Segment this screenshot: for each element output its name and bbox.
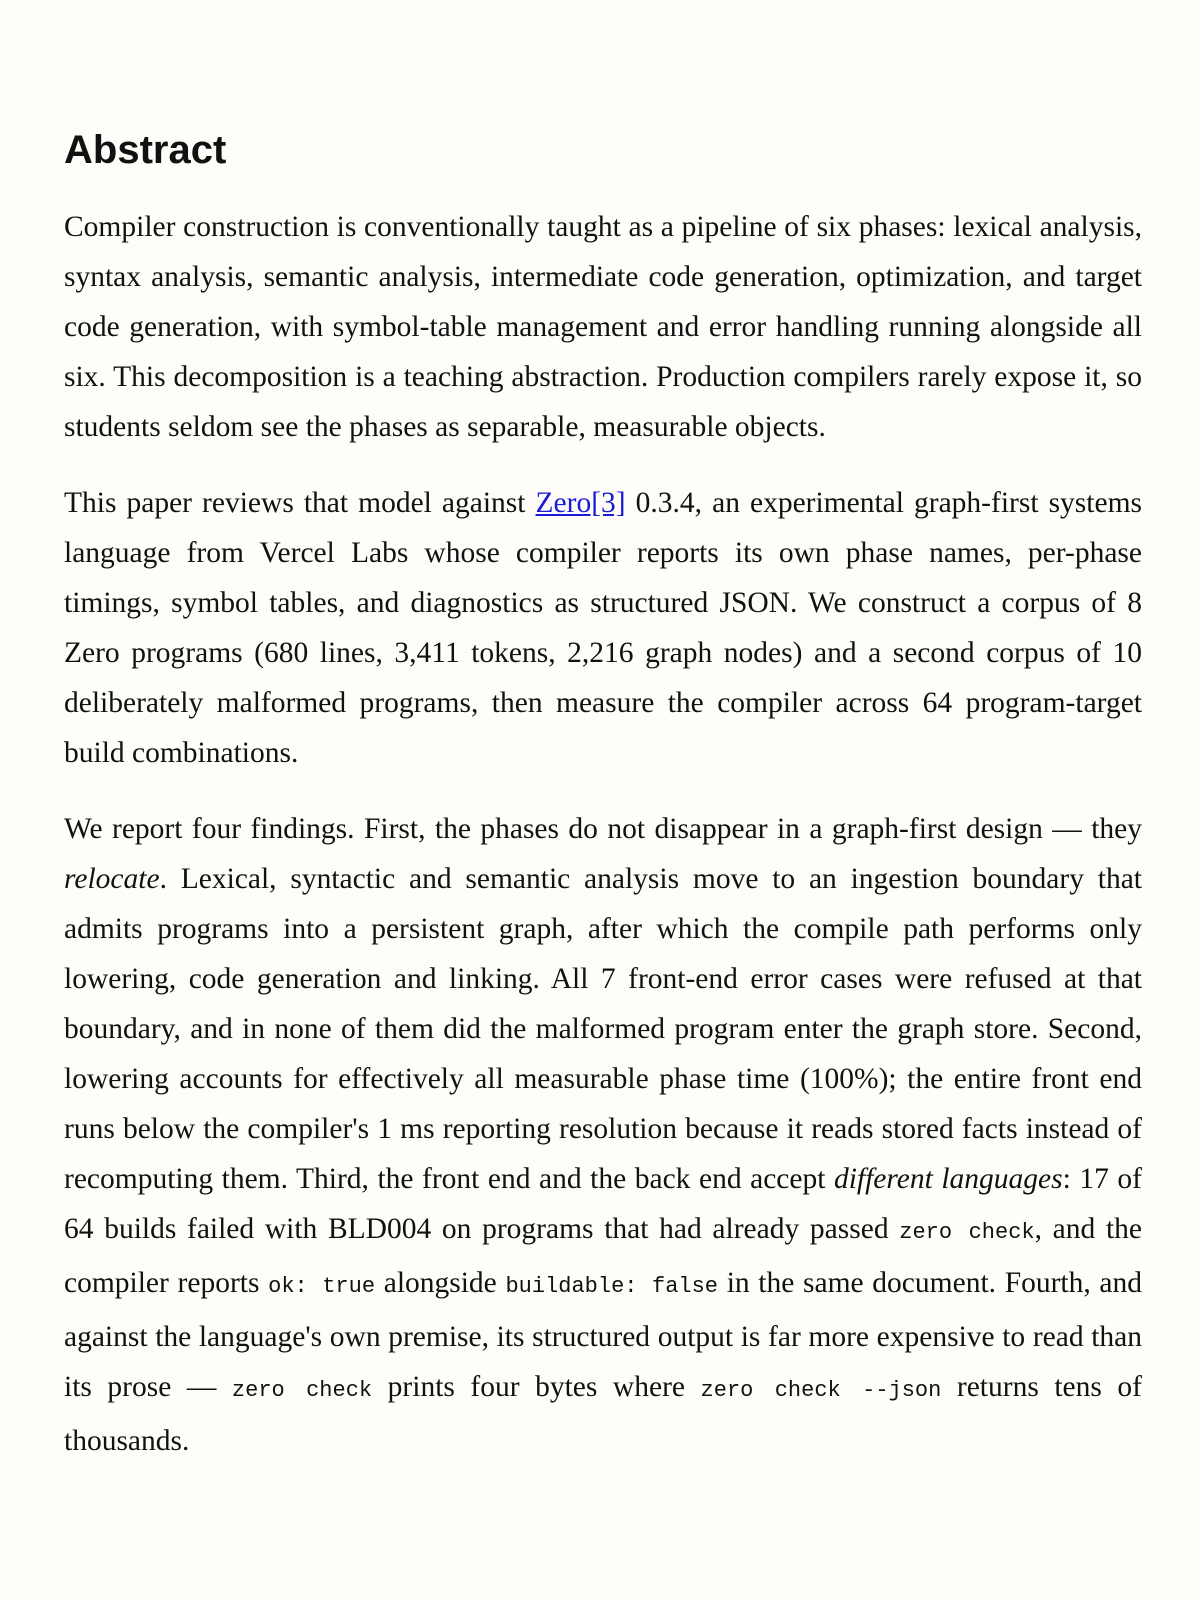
p3-text-1: We report four findings. First, the phases do not disappear in a graph-first design — they [64,813,1142,845]
p3-emphasis-relocate: relocate [64,863,160,895]
p3-text-2: . Lexical, syntactic and semantic analysis move to an ingestion boundary that admits programs into a persistent graph, after which the compile path performs only lowering, code generation and linking. All 7 front-end error cases were refused at that boundary, and in none of them did the malformed program enter the graph store. Second, lowering accounts for effectively all measurable phase time (100%); the entire front end runs below the compiler's 1 ms reporting resolution because it reads stored facts instead of recomputing them. Third, the front end and the back end accept [64,863,1142,1195]
code-zero-check: zero check [899,1220,1035,1245]
abstract-paragraph-2 [64,478,1142,778]
p2-text-before: This paper reviews that model against [64,487,536,519]
code-zero-check-json: zero check --json [700,1378,942,1403]
abstract-paragraph-3 [64,804,1142,1466]
p3-text-4: , and the compiler reports [64,1213,1142,1299]
zero-reference-link[interactable]: Zero[3] [535,487,626,519]
p3-text-7: prints four bytes where [372,1371,701,1403]
abstract-paragraph-1: Compiler construction is conventionally taught as a pipeline of six phases: lexical analysis, syntax analysis, semantic analysis, intermediate code generation, optimization, and target code generation, with symbol-table management and error handling running alongside all six. This decomposition is a teaching abstraction. Production compilers rarely expose it, so students seldom see the phases as separable, measurable objects. [64,211,1142,443]
abstract-section [64,122,1142,1492]
p2-text-after: 0.3.4, an experimental graph-first systems language from Vercel Labs whose compiler reports its own phase names, per-phase timings, symbol tables, and diagnostics as structured JSON. We construct a corpus of 8 Zero programs (680 lines, 3,411 tokens, 2,216 graph nodes) and a second corpus of 10 deliberately malformed programs, then measure the compiler across 64 program-target build combinations. [64,487,1143,769]
p3-text-5: alongside [375,1267,506,1299]
code-zero-check-2: zero check [231,1378,373,1403]
p3-text-8: returns tens of thousands. [64,1371,1142,1457]
abstract-heading: Abstract [64,128,227,172]
p3-text-6: in the same document. Fourth, and against the language's own premise, its structured output is far more expensive to read than its prose — [64,1267,1143,1403]
code-buildable-false: buildable: false [505,1274,719,1299]
code-ok-true: ok: true [268,1274,376,1299]
p3-text-3: : 17 of 64 builds failed with BLD004 on programs that had already passed [64,1163,1142,1245]
p3-emphasis-different-languages: different languages [833,1163,1063,1195]
